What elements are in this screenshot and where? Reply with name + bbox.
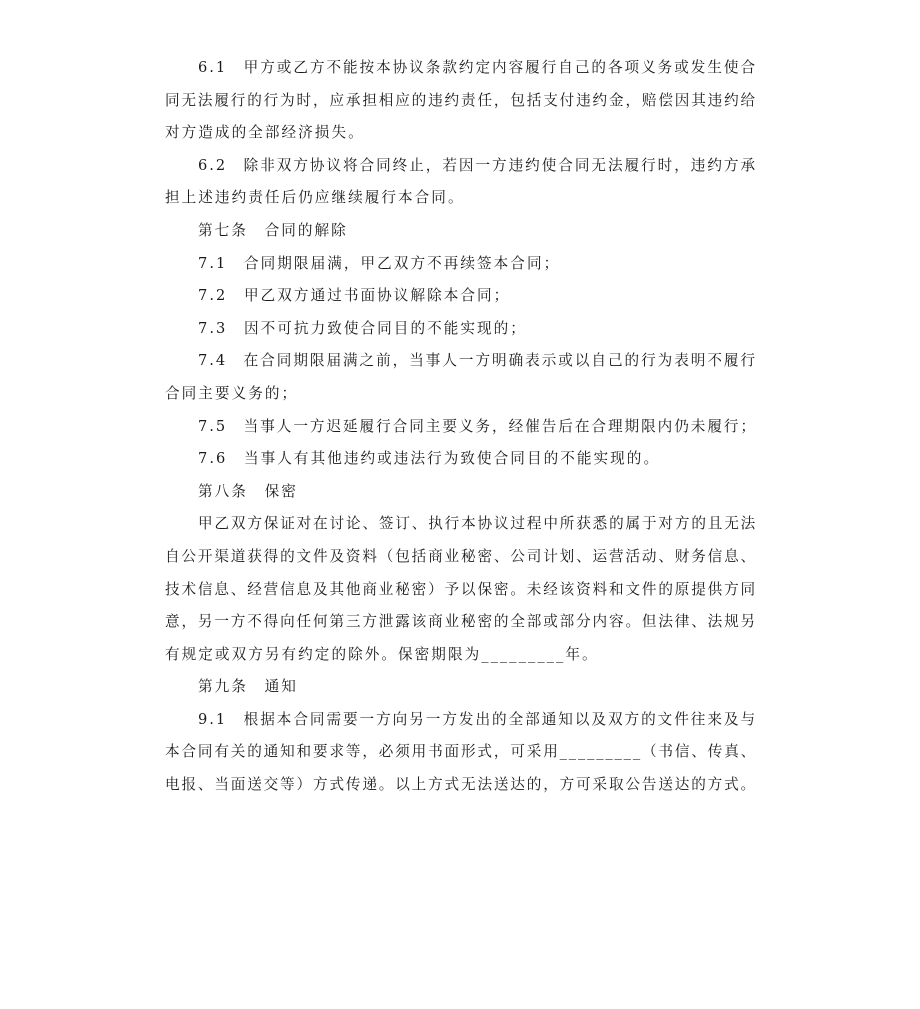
text-line: 7.4 在合同期限届满之前，当事人一方明确表示或以自己的行为表明不履行	[198, 352, 757, 370]
text-line: 7.3 因不可抗力致使合同目的不能实现的；	[198, 319, 527, 337]
text-line: 有规定或双方另有约定的除外。保密期限为_________年。	[165, 645, 599, 663]
text-line: 本合同有关的通知和要求等，必须用书面形式，可采用_________（书信、传真、	[165, 743, 758, 761]
text-line: 6.2 除非双方协议将合同终止，若因一方违约使合同无法履行时，违约方承	[198, 156, 757, 174]
section-heading: 第九条 通知	[198, 678, 298, 696]
text-line: 合同主要义务的；	[165, 384, 299, 402]
text-line: 对方造成的全部经济损失。	[165, 124, 365, 142]
text-line: 自公开渠道获得的文件及资料（包括商业秘密、公司计划、运营活动、财务信息、	[165, 547, 757, 565]
text-line: 9.1 根据本合同需要一方向另一方发出的全部通知以及双方的文件往来及与	[198, 710, 757, 728]
text-line: 电报、当面送交等）方式传递。以上方式无法送达的，方可采取公告送达的方式。	[165, 776, 757, 794]
text-line: 同无法履行的行为时，应承担相应的违约责任，包括支付违约金，赔偿因其违约给	[165, 91, 757, 109]
section-heading: 第八条 保密	[198, 482, 298, 500]
section-heading: 第七条 合同的解除	[198, 221, 348, 239]
text-line: 技术信息、经营信息及其他商业秘密）予以保密。未经该资料和文件的原提供方同	[165, 580, 757, 598]
text-line: 担上述违约责任后仍应继续履行本合同。	[165, 189, 465, 207]
text-line: 意，另一方不得向任何第三方泄露该商业秘密的全部或部分内容。但法律、法规另	[165, 613, 757, 631]
text-line: 甲乙双方保证对在讨论、签订、执行本协议过程中所获悉的属于对方的且无法	[198, 515, 758, 533]
text-line: 7.5 当事人一方迟延履行合同主要义务，经催告后在合理期限内仍未履行；	[198, 417, 757, 435]
text-line: 7.2 甲乙双方通过书面协议解除本合同；	[198, 287, 511, 305]
text-line: 6.1 甲方或乙方不能按本协议条款约定内容履行自己的各项义务或发生使合	[198, 59, 757, 76]
text-line: 7.6 当事人有其他违约或违法行为致使合同目的不能实现的。	[198, 450, 661, 468]
text-line: 7.1 合同期限届满，甲乙双方不再续签本合同；	[198, 254, 561, 272]
document-page	[165, 52, 757, 802]
